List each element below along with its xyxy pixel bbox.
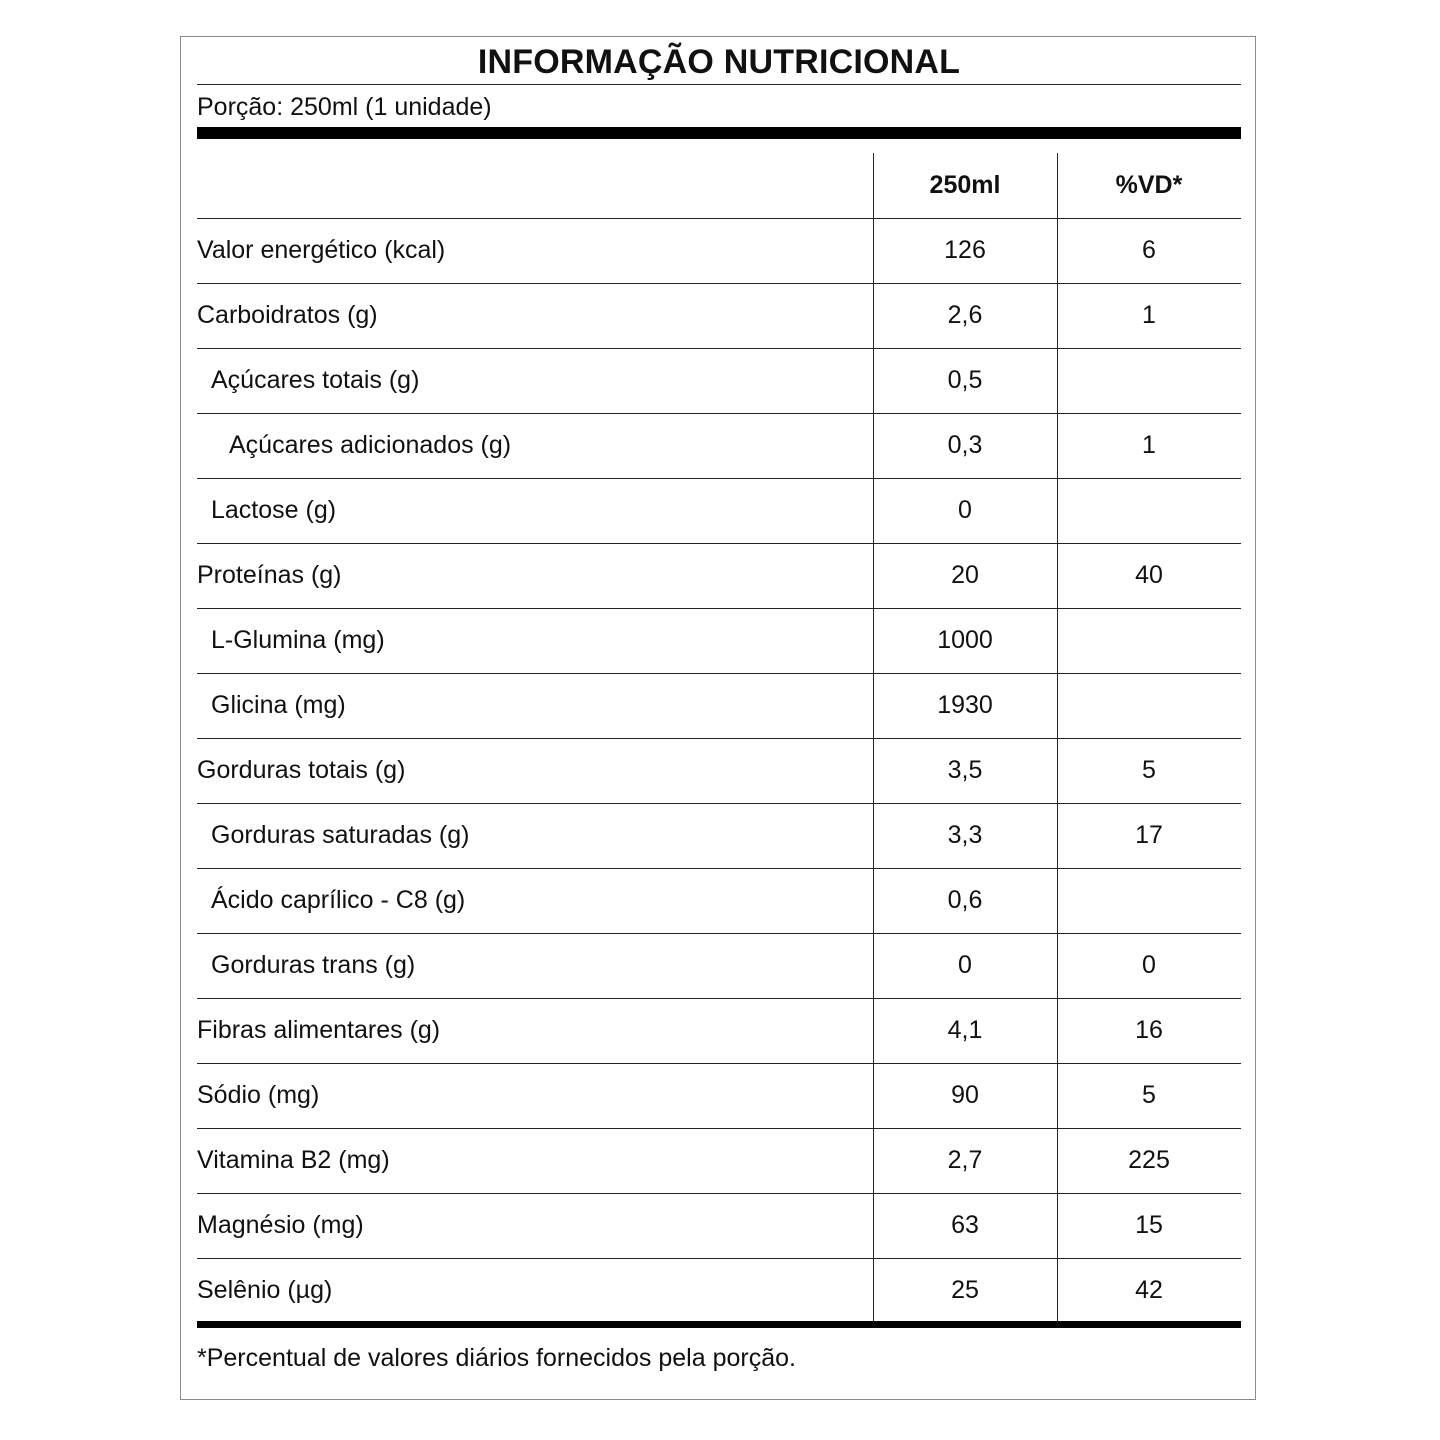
nutrient-daily-value xyxy=(1057,608,1241,673)
nutrient-amount: 25 xyxy=(951,1276,979,1304)
table-header-row xyxy=(197,153,1241,218)
nutrient-amount: 90 xyxy=(951,1081,979,1109)
nutrient-amount: 1000 xyxy=(937,626,993,654)
nutrient-daily-value xyxy=(1057,348,1241,413)
nutrient-amount: 3,3 xyxy=(947,821,983,849)
nutrient-amount: 63 xyxy=(951,1211,979,1239)
nutrient-amount: 0,5 xyxy=(947,366,983,394)
nutrient-daily-value: 6 xyxy=(1142,236,1156,264)
title-divider xyxy=(197,84,1241,85)
nutrient-daily-value: 16 xyxy=(1135,1016,1163,1044)
table-row xyxy=(197,933,1241,998)
nutrient-label: Ácido caprílico - C8 (g) xyxy=(211,886,466,914)
table-row xyxy=(197,543,1241,608)
thick-divider xyxy=(197,127,1241,139)
serving-size: Porção: 250ml (1 unidade) xyxy=(197,93,492,121)
header-amount: 250ml xyxy=(929,171,1001,199)
nutrient-daily-value xyxy=(1057,478,1241,543)
nutrient-label: Lactose (g) xyxy=(211,496,337,524)
nutrient-label: Proteínas (g) xyxy=(197,561,342,589)
nutrient-amount: 1930 xyxy=(937,691,993,719)
nutrient-label: Gorduras saturadas (g) xyxy=(211,821,470,849)
nutrient-amount: 4,1 xyxy=(947,1016,983,1044)
header-nutrient xyxy=(197,153,873,218)
nutrient-label: Glicina (mg) xyxy=(211,691,346,719)
nutrient-amount: 126 xyxy=(944,236,986,264)
nutrient-label: Vitamina B2 (mg) xyxy=(197,1146,390,1174)
nutrient-label: Fibras alimentares (g) xyxy=(197,1016,441,1044)
nutrient-label: Carboidratos (g) xyxy=(197,301,378,329)
table-row xyxy=(197,673,1241,738)
nutrient-label: Açúcares adicionados (g) xyxy=(229,431,512,459)
nutrient-daily-value: 15 xyxy=(1135,1211,1163,1239)
table-row xyxy=(197,1258,1241,1323)
nutrient-daily-value: 0 xyxy=(1142,951,1156,979)
nutrient-amount: 0,3 xyxy=(947,431,983,459)
nutrient-amount: 0 xyxy=(958,951,972,979)
nutrient-daily-value: 40 xyxy=(1135,561,1163,589)
nutrient-daily-value: 1 xyxy=(1142,431,1156,459)
nutrient-amount: 2,6 xyxy=(947,301,983,329)
nutrient-amount: 2,7 xyxy=(947,1146,983,1174)
table-row xyxy=(197,1193,1241,1258)
nutrient-amount: 20 xyxy=(951,561,979,589)
nutrient-daily-value: 5 xyxy=(1142,1081,1156,1109)
nutrient-label: Gorduras trans (g) xyxy=(211,951,416,979)
nutrient-daily-value: 5 xyxy=(1142,756,1156,784)
nutrient-daily-value: 17 xyxy=(1135,821,1163,849)
nutrient-label: Valor energético (kcal) xyxy=(197,236,446,264)
footnote: *Percentual de valores diários fornecidos pela porção. xyxy=(197,1344,796,1372)
nutrient-daily-value xyxy=(1057,673,1241,738)
header-daily-value: %VD* xyxy=(1115,171,1183,199)
nutrition-title: INFORMAÇÃO NUTRICIONAL xyxy=(477,43,961,81)
nutrient-daily-value: 225 xyxy=(1128,1146,1170,1174)
nutrient-label: L-Glumina (mg) xyxy=(211,626,385,654)
table-row xyxy=(197,803,1241,868)
nutrient-amount: 0 xyxy=(958,496,972,524)
nutrient-amount: 3,5 xyxy=(947,756,983,784)
nutrient-label: Açúcares totais (g) xyxy=(211,366,420,394)
nutrient-daily-value xyxy=(1057,868,1241,933)
table-row xyxy=(197,608,1241,673)
nutrient-daily-value: 1 xyxy=(1142,301,1156,329)
bottom-thick-divider xyxy=(197,1321,1241,1328)
table-row xyxy=(197,218,1241,283)
nutrient-label: Gorduras totais (g) xyxy=(197,756,406,784)
table-row xyxy=(197,1128,1241,1193)
nutrient-daily-value: 42 xyxy=(1135,1276,1163,1304)
table-row xyxy=(197,283,1241,348)
table-row xyxy=(197,1063,1241,1128)
nutrition-table xyxy=(197,153,1241,1304)
table-row xyxy=(197,738,1241,803)
table-row xyxy=(197,478,1241,543)
nutrient-label: Magnésio (mg) xyxy=(197,1211,364,1239)
nutrient-amount: 0,6 xyxy=(947,886,983,914)
nutrient-label: Selênio (µg) xyxy=(197,1276,333,1304)
nutrient-label: Sódio (mg) xyxy=(197,1081,320,1109)
table-row xyxy=(197,413,1241,478)
table-row xyxy=(197,998,1241,1063)
nutrition-facts-panel xyxy=(180,36,1256,1400)
table-row xyxy=(197,868,1241,933)
table-row xyxy=(197,348,1241,413)
